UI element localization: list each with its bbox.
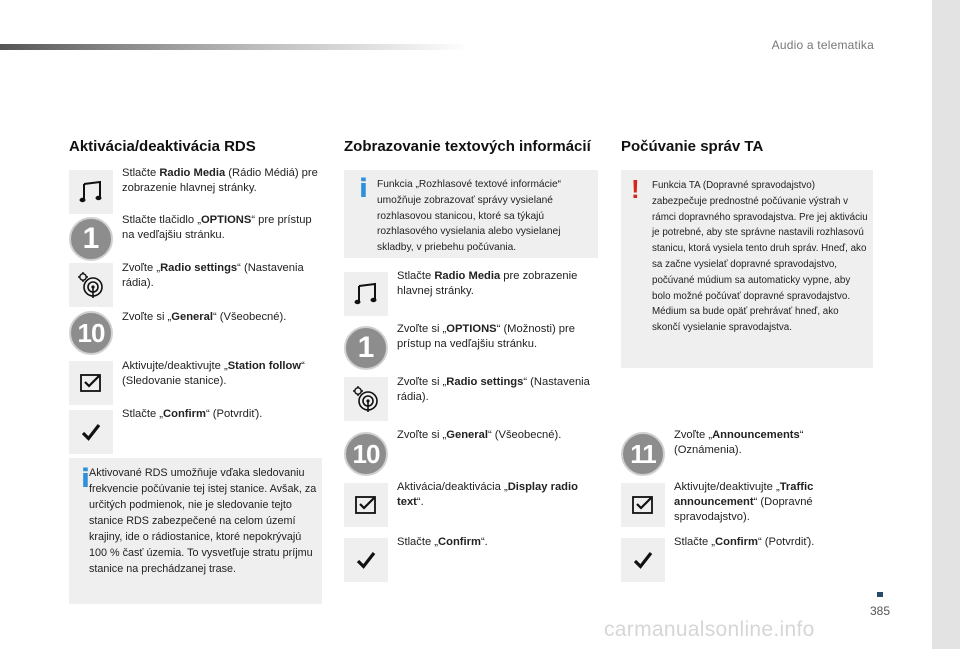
confirm-check-icon bbox=[69, 410, 113, 454]
music-note-icon bbox=[344, 272, 388, 316]
toggle-checkbox-icon bbox=[344, 483, 388, 527]
text-info-step-3: Zvoľte si „Radio settings“ (Nastavenia rádia). bbox=[397, 376, 590, 403]
text-info-note-text: Funkcia „Rozhlasové textové informácie“ umožňuje zobrazovať správy vysielané rozhlasovou stanicou, ktoré sa týkajú rozhlasového vysielania alebo vysielanej skladby, v priebehu počúvania. bbox=[377, 179, 562, 254]
text-info-step-2: Zvoľte si „OPTIONS“ (Možnosti) pre prístup na vedľajšiu stránku. bbox=[397, 323, 575, 350]
ta-warning-note bbox=[621, 170, 873, 368]
ta-step-3: Stlačte „Confirm“ (Potvrdiť). bbox=[674, 536, 815, 548]
rds-note-text: Aktivované RDS umožňuje vďaka sledovaniu frekvencie počúvanie tej istej stanice. Avšak, za určitých podmienok, nie je sledovanie tejto stanice RDS zabezpečené na celom území krajiny, ide o rádiostanice, ktoré nepokrývajú 100 % časť územia. To vysvetľuje stratu príjmu stanice na prechádzanej trase. bbox=[89, 467, 317, 575]
rds-step-5: Aktivujte/deaktivujte „Station follow“ (Sledovanie stanice). bbox=[122, 360, 305, 387]
rds-step-2: Stlačte tlačidlo „OPTIONS“ pre prístup na vedľajšiu stránku. bbox=[122, 214, 312, 241]
confirm-check-icon bbox=[621, 538, 665, 582]
info-icon: i bbox=[81, 464, 90, 494]
confirm-check-icon bbox=[344, 538, 388, 582]
step-badge-10: 10 bbox=[344, 432, 388, 476]
ta-note-text: Funkcia TA (Dopravné spravodajstvo) zabezpečuje prednostné počúvanie výstrah v rámci dopravného spravodajstva. Pre jej aktiváciu je potrebné, aby ste správne nastavili rozhlasovú stanicu, ktorá vysiela tento druh správ. Hneď, ako sa začne vysielať dopravné spravodajstvo, počúvané múdium sa automaticky vypne, aby bolo možné počúvať dopravné spravodajstvo. Médium sa bude opäť prehrávať hneď, ako skončí vysielanie spravodajstva. bbox=[652, 180, 868, 334]
rds-step-3: Zvoľte „Radio settings“ (Nastavenia rádia). bbox=[122, 262, 304, 289]
step-badge-1: 1 bbox=[69, 217, 113, 261]
page-number: 385 bbox=[869, 604, 890, 618]
step-badge-11: 11 bbox=[621, 432, 665, 476]
toggle-checkbox-icon bbox=[621, 483, 665, 527]
header-title: Audio a telematika bbox=[771, 38, 874, 52]
text-info-step-1: Stlačte Radio Media pre zobrazenie hlavnej stránky. bbox=[397, 270, 578, 297]
step-badge-1: 1 bbox=[344, 326, 388, 370]
text-info-title: Zobrazovanie textových informácií bbox=[344, 138, 591, 155]
step-badge-10: 10 bbox=[69, 311, 113, 355]
watermark: carmanualsonline.info bbox=[604, 618, 815, 641]
side-strip bbox=[932, 0, 960, 649]
info-icon: i bbox=[359, 174, 368, 204]
header-gradient-bar bbox=[0, 44, 470, 50]
ta-step-1: Zvoľte „Announcements“ (Oznámenia). bbox=[674, 429, 804, 456]
text-info-step-5: Aktivácia/deaktivácia „Display radio text“. bbox=[397, 481, 578, 508]
rds-title: Aktivácia/deaktivácia RDS bbox=[69, 138, 256, 155]
text-info-note bbox=[344, 170, 598, 258]
page-marker bbox=[877, 592, 883, 597]
ta-title: Počúvanie správ TA bbox=[621, 138, 764, 155]
text-info-step-4: Zvoľte si „General“ (Všeobecné). bbox=[397, 429, 562, 441]
rds-step-4: Zvoľte si „General“ (Všeobecné). bbox=[122, 311, 287, 323]
ta-step-2: Aktivujte/deaktivujte „Traffic announcement“ (Dopravné spravodajstvo). bbox=[674, 481, 814, 523]
text-info-step-6: Stlačte „Confirm“. bbox=[397, 536, 488, 548]
rds-info-note bbox=[69, 458, 322, 604]
toggle-checkbox-icon bbox=[69, 361, 113, 405]
music-note-icon bbox=[69, 170, 113, 214]
radio-settings-icon bbox=[344, 377, 388, 421]
rds-step-6: Stlačte „Confirm“ (Potvrdiť). bbox=[122, 408, 263, 420]
radio-settings-icon bbox=[69, 263, 113, 307]
rds-step-1: Stlačte Radio Media (Rádio Médiá) pre zobrazenie hlavnej stránky. bbox=[122, 167, 318, 194]
warning-icon: ! bbox=[631, 174, 640, 204]
